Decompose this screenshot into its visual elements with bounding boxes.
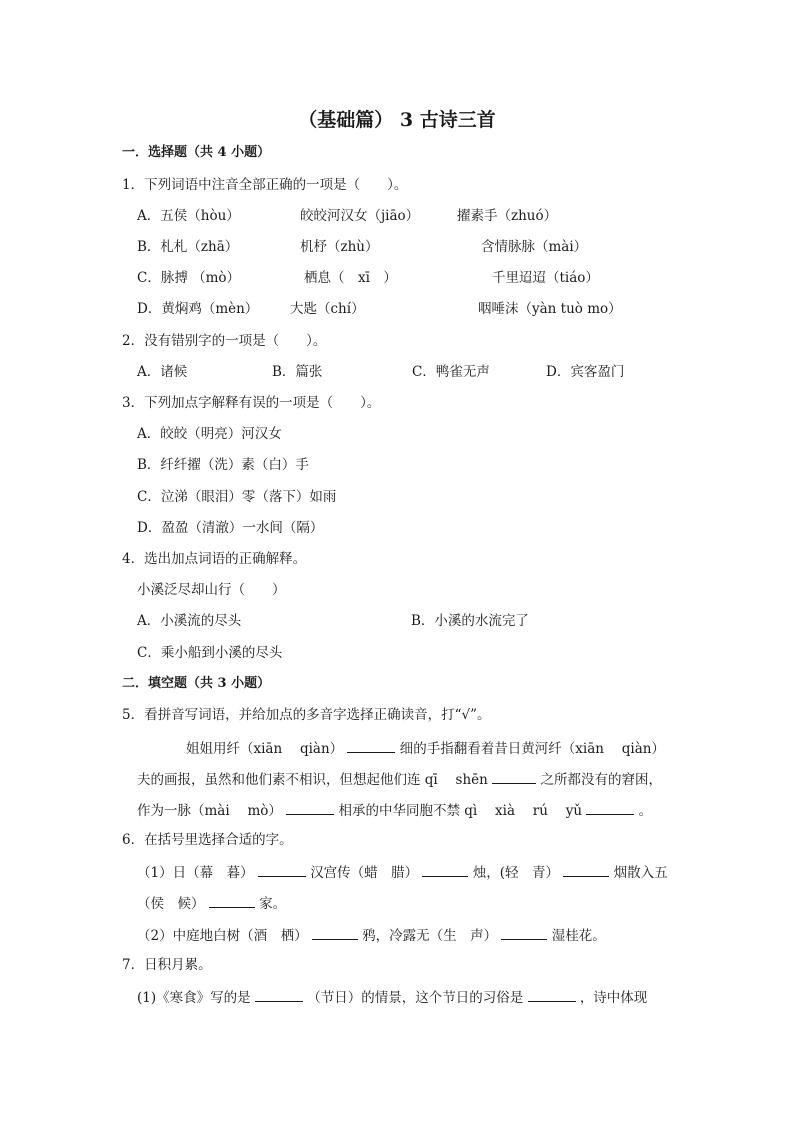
q6-line3-text-a: （2）中庭地白树（酒 栖） [137,928,308,944]
answer-blank[interactable] [501,925,547,940]
q1-option-b-3: 含情脉脉（mài） [481,239,588,255]
q5-line3-text-c: 。 [638,803,653,819]
section-heading-choice: 一．选择题（共 4 小题） [122,145,271,160]
q2-option-b: B．篇张 [272,364,323,380]
q2-option-c: C．鸭雀无声 [412,364,490,380]
q1-option-a-2: 皎皎河汉女（jiāo） [300,208,420,224]
q5-line1 [186,738,665,758]
q6-line1-text-c: 烛，(轻 青） [472,865,560,881]
q5-line3 [137,800,652,820]
q6-line1-text-a: （1）日（幕 暮） [137,865,254,881]
q4-option-c: C．乘小船到小溪的尽头 [137,645,283,661]
answer-blank[interactable] [422,862,468,877]
q5-line2-text-a: 夫的画报，虽然和他们素不相识，但想起他们连 qī shēn [137,772,488,788]
q4-option-a: A．小溪流的尽头 [137,613,242,629]
q5-line2-text-b: 之所都没有的窘困， [540,772,662,788]
q7-line1-text-b: （节日）的情景，这个节日的习俗是 [307,990,524,1006]
section-heading-fill: 二．填空题（共 3 小题） [122,676,271,691]
q6-line1-text-d: 烟散入五 [613,865,668,881]
q1-option-d-2: 大匙（chí） [290,301,365,317]
q5-line3-text-a: 作为一脉（mài mò） [137,803,282,819]
answer-blank[interactable] [209,893,255,908]
q5-line2 [137,769,662,789]
q3-stem: 3．下列加点字解释有误的一项是（ ）。 [122,395,381,411]
q2-stem: 2．没有错别字的一项是（ ）。 [122,333,327,349]
q4-poem-line: 小溪泛尽却山行（ ） [137,582,286,598]
page-title: （基础篇） 3 古诗三首 [298,109,496,131]
q1-option-d-1: D．黄焖鸡（mèn） [137,301,259,317]
q7-stem: 7．日积月累。 [122,957,212,973]
answer-blank[interactable] [528,987,576,1002]
q1-stem: 1．下列词语中注音全部正确的一项是（ ）。 [122,177,408,193]
q6-line3-text-c: 湿桂花。 [551,928,606,944]
q6-line2 [137,893,286,913]
q6-line2-text-a: （侯 候） [137,896,205,912]
q6-line2-text-b: 家。 [259,896,287,912]
q1-option-c-1: C．脉搏 （mò） [137,270,241,286]
q2-option-d: D．宾客盈门 [546,364,625,380]
q6-line3 [137,925,606,945]
q6-line3-text-b: 鸦，冷露无（生 声） [362,928,498,944]
q6-line1 [137,862,668,882]
q5-stem: 5．看拼音写词语，并给加点的多音字选择正确读音，打“√”。 [122,707,491,723]
q1-option-c-2: 栖息（ xī ） [304,270,397,286]
q6-stem: 6．在括号里选择合适的字。 [122,832,293,848]
q1-option-b-1: B．札札（zhā） [137,239,239,255]
q3-option-d: D．盈盈（清澈）一水间（隔） [137,520,324,536]
q4-option-b: B．小溪的水流完了 [411,613,529,629]
q5-line3-text-b: 相承的中华同胞不禁 qì xià rú yǔ [338,803,583,819]
q7-line1 [137,987,647,1007]
q2-option-a: A．诸候 [137,364,188,380]
q1-option-a-1: A．五侯（hòu） [137,208,240,224]
q5-line1-text-a: 姐姐用纤（xiān qiàn） [186,741,344,757]
q3-option-b: B．纤纤擢（洗）素（白）手 [137,457,309,473]
q1-option-b-2: 机杼（zhù） [300,239,379,255]
q3-option-c: C．泣涕（眼泪）零（落下）如雨 [137,489,337,505]
q1-option-c-3: 千里迢迢（tiáo） [492,270,599,286]
q7-line1-text-c: ，诗中体现 [579,990,648,1006]
answer-blank[interactable] [586,800,634,815]
answer-blank[interactable] [312,925,358,940]
q4-stem: 4．选出加点词语的正确解释。 [122,551,307,567]
answer-blank[interactable] [255,987,303,1002]
q7-line1-text-a: (1)《寒食》写的是 [137,990,251,1006]
q1-option-d-3: 咽唾沫（yàn tuò mo） [478,301,622,317]
answer-blank[interactable] [563,862,609,877]
answer-blank[interactable] [258,862,306,877]
q5-line1-text-b: 细的手指翻看着昔日黄河纤（xiān qiàn） [399,741,665,757]
q6-line1-text-b: 汉宫传（蜡 腊） [310,865,419,881]
answer-blank[interactable] [347,738,395,753]
q3-option-a: A．皎皎（明亮）河汉女 [137,426,282,442]
answer-blank[interactable] [492,769,536,784]
answer-blank[interactable] [286,800,334,815]
q1-option-a-3: 擢素手（zhuó） [457,208,558,224]
